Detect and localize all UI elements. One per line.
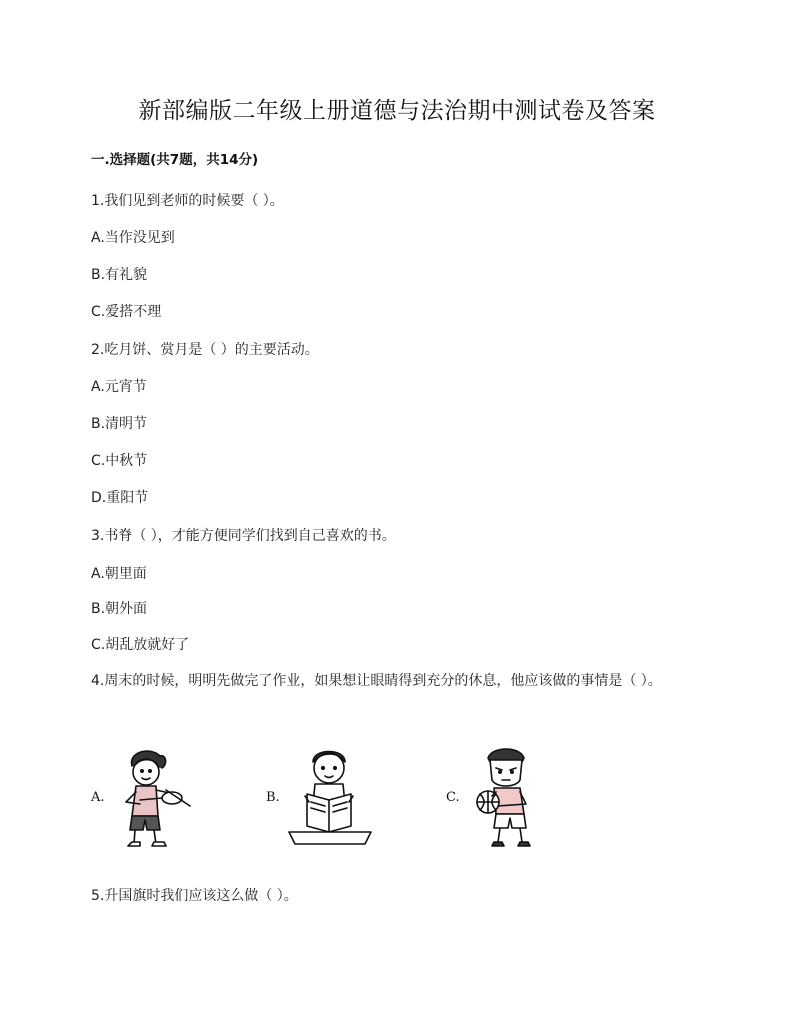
question-3-option-a[interactable]: A.朝里面 <box>91 566 147 582</box>
question-4-stem: 4.周末的时候，明明先做完了作业，如果想让眼睛得到充分的休息，他应该做的事情是（ ）。 <box>91 673 662 689</box>
question-5-stem: 5.升国旗时我们应该这么做（ ）。 <box>91 888 298 904</box>
question-2-option-c[interactable]: C.中秋节 <box>91 453 148 469</box>
section-heading: 一.选择题(共7题，共14分) <box>91 152 259 168</box>
basketball-child-icon[interactable] <box>462 744 552 854</box>
question-3-option-b[interactable]: B.朝外面 <box>91 601 148 617</box>
question-1-stem: 1.我们见到老师的时候要（ ）。 <box>91 193 284 209</box>
question-4-option-a-label[interactable]: A. <box>91 790 105 805</box>
reading-child-icon[interactable] <box>285 744 375 854</box>
question-4-option-b-label[interactable]: B. <box>266 790 280 805</box>
question-2-stem: 2.吃月饼、赏月是（ ）的主要活动。 <box>91 342 319 358</box>
question-1-option-c[interactable]: C.爱搭不理 <box>91 304 162 320</box>
question-2-option-a[interactable]: A.元宵节 <box>91 379 147 395</box>
violin-child-icon[interactable] <box>110 744 200 854</box>
question-4-option-c-label[interactable]: C. <box>446 790 460 805</box>
question-1-option-a[interactable]: A.当作没见到 <box>91 230 175 246</box>
question-3-stem: 3.书脊（ ），才能方便同学们找到自己喜欢的书。 <box>91 528 396 544</box>
question-2-option-d[interactable]: D.重阳节 <box>91 490 149 506</box>
question-1-option-b[interactable]: B.有礼貌 <box>91 267 148 283</box>
page-title: 新部编版二年级上册道德与法治期中测试卷及答案 <box>138 98 656 124</box>
question-3-option-c[interactable]: C.胡乱放就好了 <box>91 637 190 653</box>
question-2-option-b[interactable]: B.清明节 <box>91 416 148 432</box>
